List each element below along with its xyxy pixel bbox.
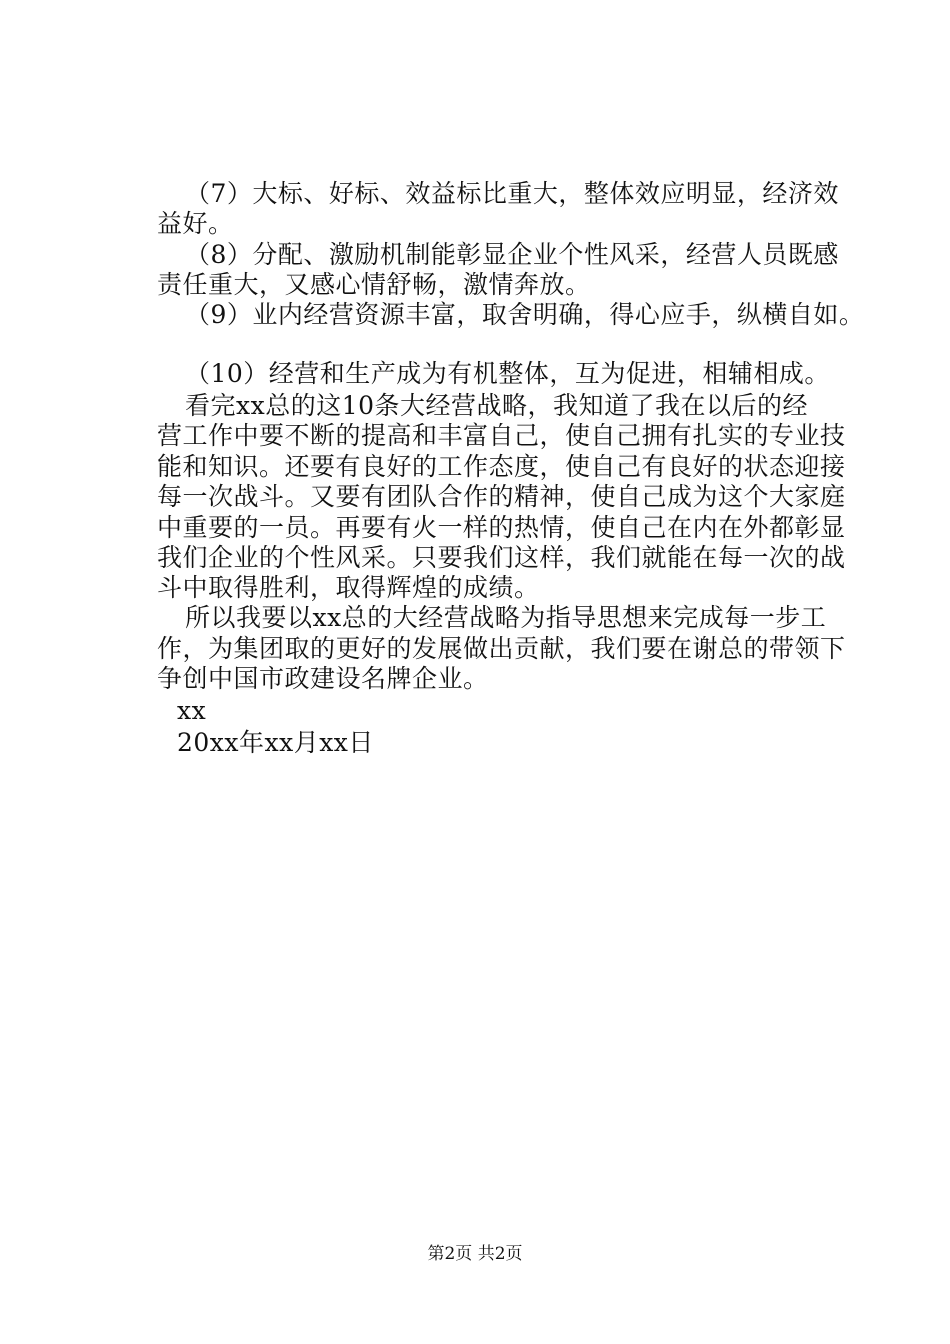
paragraph-7-line-2: 益好。 <box>157 209 234 238</box>
body-paragraph-1-line-6: 我们企业的个性风采。只要我们这样，我们就能在每一次的战 <box>157 543 846 572</box>
signature-name: xx <box>177 696 207 725</box>
body-paragraph-1-line-5: 中重要的一员。再要有火一样的热情，使自己在内在外都彰显 <box>157 513 846 542</box>
body-paragraph-1-line-4: 每一次战斗。又要有团队合作的精神，使自己成为这个大家庭 <box>157 482 846 511</box>
body-paragraph-2-line-1: 所以我要以xx总的大经营战略为指导思想来完成每一步工 <box>185 603 827 632</box>
paragraph-8-line-2: 责任重大，又感心情舒畅，激情奔放。 <box>157 270 591 299</box>
body-paragraph-1-line-1: 看完xx总的这10条大经营战略，我知道了我在以后的经 <box>185 391 809 420</box>
paragraph-7-line-1: （7）大标、好标、效益标比重大，整体效应明显，经济效 <box>185 179 839 208</box>
paragraph-8-line-1: （8）分配、激励机制能彰显企业个性风采，经营人员既感 <box>185 240 839 269</box>
paragraph-10-line-1: （10）经营和生产成为有机整体，互为促进，相辅相成。 <box>185 359 830 388</box>
body-paragraph-1-line-3: 能和知识。还要有良好的工作态度，使自己有良好的状态迎接 <box>157 452 846 481</box>
body-paragraph-1-line-2: 营工作中要不断的提高和丰富自己，使自己拥有扎实的专业技 <box>157 421 846 450</box>
paragraph-9-line-1: （9）业内经营资源丰富，取舍明确，得心应手，纵横自如。 <box>185 300 865 329</box>
signature-date: 20xx年xx月xx日 <box>177 728 374 757</box>
body-paragraph-1-line-7: 斗中取得胜利，取得辉煌的成绩。 <box>157 573 540 602</box>
page-number-footer: 第2页 共2页 <box>427 1244 523 1264</box>
body-paragraph-2-line-3: 争创中国市政建设名牌企业。 <box>157 664 489 693</box>
body-paragraph-2-line-2: 作，为集团取的更好的发展做出贡献，我们要在谢总的带领下 <box>157 634 846 663</box>
